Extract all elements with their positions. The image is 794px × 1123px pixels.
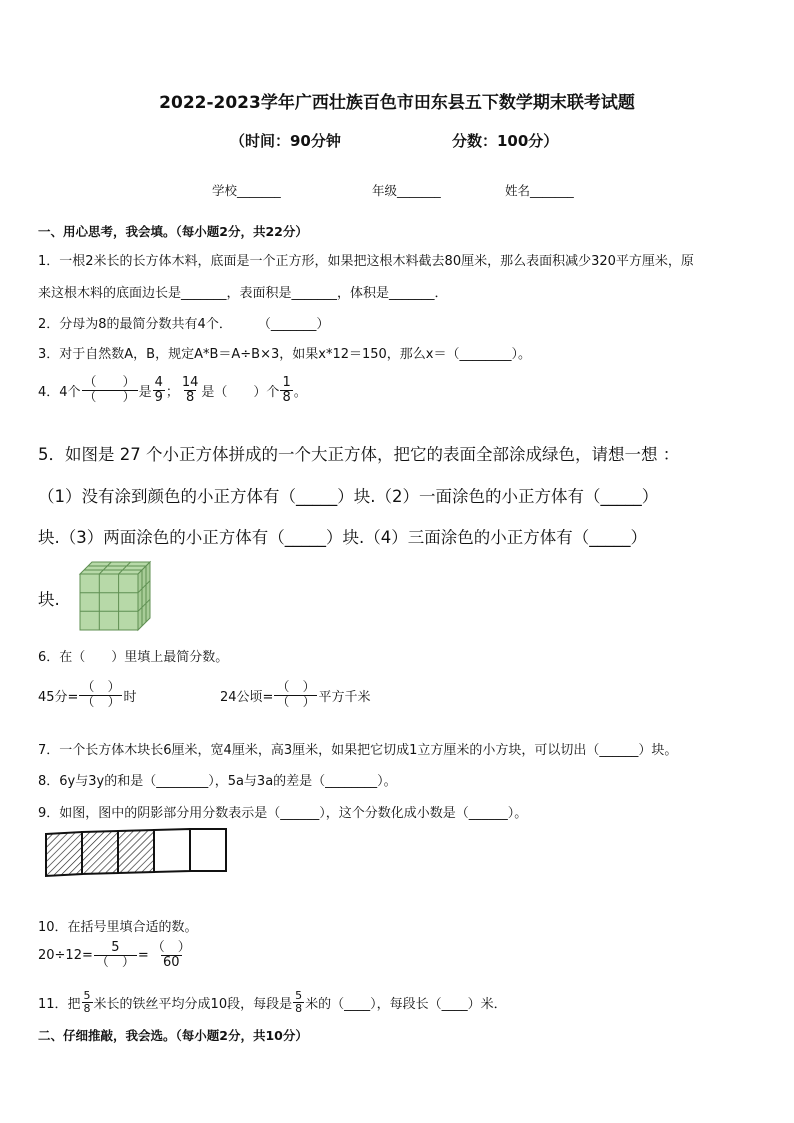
q10-fraction-2 [150, 941, 193, 969]
q4-separator: ； [165, 384, 179, 400]
q10-fraction-1 [94, 941, 137, 969]
q4-end: 。 [293, 384, 307, 400]
q4-f2-denominator: 8 [186, 389, 195, 405]
question-9: 9．如图，图中的阴影部分用分数表示是（______），这个分数化成小数是（______）。 [38, 806, 528, 821]
page-title: 2022-2023学年广西壮族百色市田东县五下数学期末联考试题 [159, 93, 635, 113]
q4-is-1: 是 [138, 384, 152, 400]
q6b-denominator[interactable]: （ ） [276, 694, 316, 710]
cube-3x3-figure [78, 560, 154, 632]
question-1-line-2: 来这根木料的底面边长是_______，表面积是_______，体积是_______． [38, 286, 448, 301]
q11-fa-denominator: 8 [83, 1001, 91, 1015]
q4-fraction-4-9 [153, 376, 165, 404]
q6b-unit: 平方千米 [318, 689, 371, 705]
q4-fraction-1-8 [280, 376, 292, 404]
q11-part-1: 11．把 [38, 996, 81, 1012]
q6b-prefix: 24公顷= [220, 689, 274, 705]
q11-fb-numerator: 5 [295, 989, 303, 1002]
q4-f3-denominator: 8 [282, 389, 291, 405]
question-8: 8．6y与3y的和是（________），5a与3a的差是（________）。 [38, 774, 397, 789]
grade-field[interactable]: 年级_______ [372, 183, 441, 198]
q6a-unit: 时 [123, 689, 137, 705]
q4-prefix: 4．4个 [38, 384, 81, 400]
name-field[interactable]: 姓名_______ [505, 183, 574, 198]
question-3: 3．对于自然数A，B，规定A*B＝A÷B×3，如果x*12＝150，那么x＝（________）。 [38, 347, 532, 362]
q4-f3-numerator: 1 [282, 375, 291, 390]
question-5-line-1: 5．如图是 27 个小正方体拼成的一个大正方体，把它的表面全部涂成绿色，请想一想 ： [38, 445, 680, 464]
q6b-numerator[interactable]: （ ） [276, 680, 316, 695]
question-5-line-3: 块.（3）两面涂色的小正方体有（_____）块.（4）三面涂色的小正方体有（_____） [38, 528, 647, 547]
q4-f2-numerator: 14 [181, 375, 199, 390]
question-6a [38, 681, 136, 709]
question-5-line-2: （1）没有涂到颜色的小正方体有（_____）块.（2）一面涂色的小正方体有（_____） [38, 487, 659, 506]
q6b-fraction [274, 681, 317, 709]
q4-f1-numerator: 4 [154, 375, 163, 390]
q11-fraction-b [293, 990, 304, 1014]
q10-prefix: 20÷12= [38, 947, 93, 963]
q4-is-2: 是（ ）个 [201, 384, 280, 400]
q4-blank-numerator[interactable]: （ ） [83, 375, 136, 390]
q10-equals: = [137, 947, 149, 963]
q10-f2-denominator: 60 [163, 954, 180, 970]
question-10-equation [38, 941, 194, 969]
section-1-heading: 一、用心思考，我会填。（每小题2分，共22分） [38, 224, 308, 239]
question-6b [220, 681, 370, 709]
school-field[interactable]: 学校_______ [212, 183, 281, 198]
q11-part-3: 米的（____），每段长（____）米． [305, 996, 507, 1012]
question-1-line-1: 1．一根2米长的长方体木料，底面是一个正方形，如果把这根木料截去80厘米，那么表面积减少320平方厘米，原 [38, 254, 694, 269]
q6a-fraction [79, 681, 122, 709]
q11-fb-denominator: 8 [295, 1001, 303, 1015]
shaded-strips-figure [44, 828, 230, 878]
q6a-denominator[interactable]: （ ） [81, 694, 121, 710]
q11-fraction-a [82, 990, 93, 1014]
question-7: 7．一个长方体木块长6厘米，宽4厘米，高3厘米，如果把它切成1立方厘米的小方块，可以切出（______）块。 [38, 743, 678, 758]
question-5-line-4: 块. [38, 590, 60, 609]
question-6: 6．在（ ）里填上最简分数。 [38, 650, 229, 665]
question-10: 10．在括号里填合适的数。 [38, 920, 198, 935]
exam-time: （时间：90分钟 [230, 132, 341, 150]
question-4 [38, 376, 307, 404]
q10-f1-numerator: 5 [111, 940, 120, 955]
q11-fa-numerator: 5 [83, 989, 91, 1002]
q11-part-2: 米长的铁丝平均分成10段，每段是 [93, 996, 293, 1012]
q4-blank-denominator[interactable]: （ ） [83, 389, 136, 405]
q10-f1-denominator[interactable]: （ ） [95, 954, 135, 970]
question-2: 2．分母为8的最简分数共有4个． （_______） [38, 317, 330, 332]
q10-f2-numerator[interactable]: （ ） [151, 940, 191, 955]
q4-f1-denominator: 9 [154, 389, 163, 405]
q6a-numerator[interactable]: （ ） [81, 680, 121, 695]
question-11 [38, 990, 507, 1014]
exam-score: 分数：100分） [452, 132, 559, 150]
section-2-heading: 二、仔细推敲，我会选。（每小题2分，共10分） [38, 1028, 308, 1043]
q4-fraction-14-8 [180, 376, 201, 404]
q4-blank-fraction [82, 376, 138, 404]
q6a-prefix: 45分= [38, 689, 79, 705]
